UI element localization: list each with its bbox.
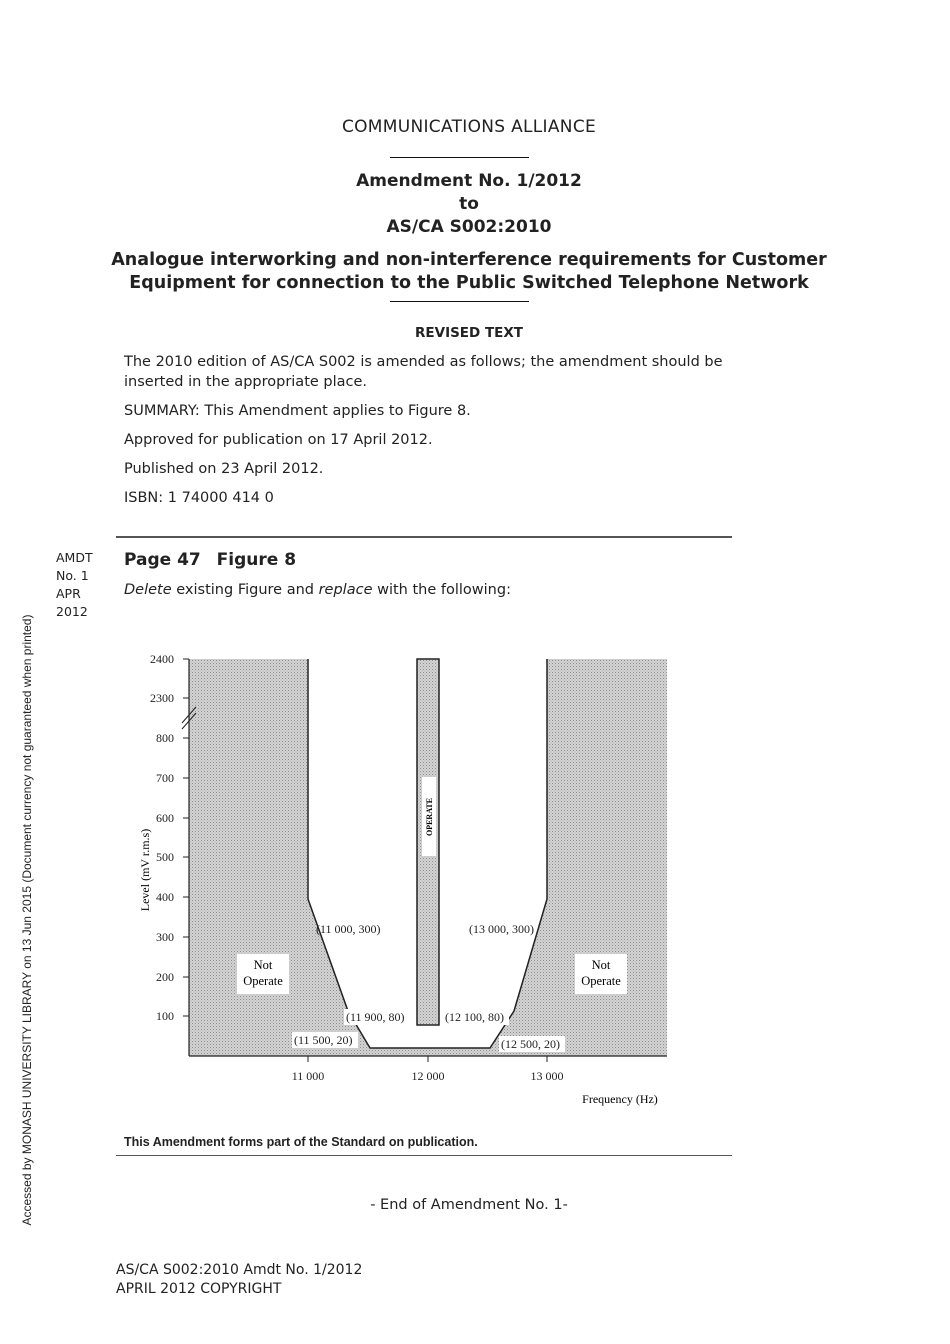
document-title-line2: Equipment for connection to the Public Switched Telephone Network bbox=[129, 273, 809, 293]
point-label: (12 100, 80) bbox=[445, 1010, 504, 1024]
document-title-line1: Analogue interworking and non-interference requirements for Customer bbox=[111, 250, 827, 270]
footer-copyright-block bbox=[116, 1261, 362, 1299]
revised-intro-line1: The 2010 edition of AS/CA S002 is amended as follows; the amendment should be bbox=[124, 354, 723, 370]
y-tick-label: 500 bbox=[156, 850, 174, 864]
point-label: (11 000, 300) bbox=[316, 922, 381, 936]
point-label: (11 900, 80) bbox=[346, 1010, 405, 1024]
operate-label: OPERATE bbox=[425, 797, 434, 837]
header-divider-bottom bbox=[390, 301, 529, 302]
approved-text: Approved for publication on 17 April 2012. bbox=[124, 432, 433, 448]
amendment-note: This Amendment forms part of the Standard on publication. bbox=[124, 1135, 478, 1149]
y-tick-label: 200 bbox=[156, 970, 174, 984]
margin-note-line3: APR bbox=[56, 586, 81, 601]
delete-instruction bbox=[124, 582, 511, 598]
revised-text-heading: REVISED TEXT bbox=[415, 325, 523, 341]
not-operate-left-line2: Operate bbox=[243, 974, 283, 988]
margin-note-line1: AMDT bbox=[56, 550, 93, 565]
standard-id: AS/CA S002:2010 bbox=[386, 217, 552, 237]
doc-id: AS/CA S002:2010 Amdt No. 1/2012 bbox=[116, 1262, 363, 1278]
x-tick-label: 13 000 bbox=[530, 1069, 564, 1083]
margin-note-line4: 2012 bbox=[56, 604, 88, 619]
amendment-to: to bbox=[459, 194, 479, 214]
y-tick-label: 2300 bbox=[150, 691, 174, 705]
not-operate-left-line1: Not bbox=[253, 958, 273, 972]
y-tick-label: 700 bbox=[156, 771, 174, 785]
not-operate-right-line2: Operate bbox=[581, 974, 621, 988]
delete-word: Delete bbox=[124, 582, 172, 598]
y-tick-label: 800 bbox=[156, 731, 174, 745]
x-tick-label: 11 000 bbox=[291, 1069, 325, 1083]
instruction-tail: with the following: bbox=[372, 582, 511, 598]
amendment-number: Amendment No. 1/2012 bbox=[356, 171, 582, 191]
figure-8-chart bbox=[0, 640, 950, 1120]
isbn-text: ISBN: 1 74000 414 0 bbox=[124, 490, 274, 506]
figure-ref: Figure 8 bbox=[216, 550, 297, 570]
published-text: Published on 23 April 2012. bbox=[124, 461, 324, 477]
section-divider bbox=[116, 536, 732, 538]
not-operate-right-line1: Not bbox=[591, 958, 611, 972]
margin-note-line2: No. 1 bbox=[56, 568, 89, 583]
y-tick-label: 300 bbox=[156, 930, 174, 944]
point-label: (11 500, 20) bbox=[294, 1033, 353, 1047]
replace-word: replace bbox=[318, 582, 373, 598]
point-label: (13 000, 300) bbox=[469, 922, 534, 936]
summary-text: SUMMARY: This Amendment applies to Figure 8. bbox=[124, 403, 471, 419]
point-label: (12 500, 20) bbox=[501, 1037, 560, 1051]
y-tick-label: 600 bbox=[156, 811, 174, 825]
header-divider-top bbox=[390, 157, 529, 158]
end-of-amendment: - End of Amendment No. 1- bbox=[370, 1197, 568, 1213]
revised-intro-line2: inserted in the appropriate place. bbox=[124, 374, 368, 390]
footer-divider bbox=[116, 1155, 732, 1156]
y-tick-label: 100 bbox=[156, 1009, 174, 1023]
amendment-margin-note bbox=[56, 549, 93, 621]
side-access-note: Accessed by MONASH UNIVERSITY LIBRARY on 13 Jun 2015 (Document currency not guaranteed when printed) bbox=[20, 614, 34, 1226]
y-tick-label: 400 bbox=[156, 890, 174, 904]
x-axis-label: Frequency (Hz) bbox=[582, 1092, 658, 1106]
y-tick-label: 2400 bbox=[150, 652, 174, 666]
instruction-mid: existing Figure and bbox=[171, 582, 319, 598]
page-ref: Page 47 bbox=[124, 550, 201, 570]
page-figure-heading bbox=[124, 550, 306, 570]
y-axis-label: Level (mV r.m.s) bbox=[138, 828, 152, 912]
copyright: APRIL 2012 COPYRIGHT bbox=[116, 1281, 282, 1297]
org-name: COMMUNICATIONS ALLIANCE bbox=[341, 117, 597, 137]
x-tick-label: 12 000 bbox=[411, 1069, 445, 1083]
